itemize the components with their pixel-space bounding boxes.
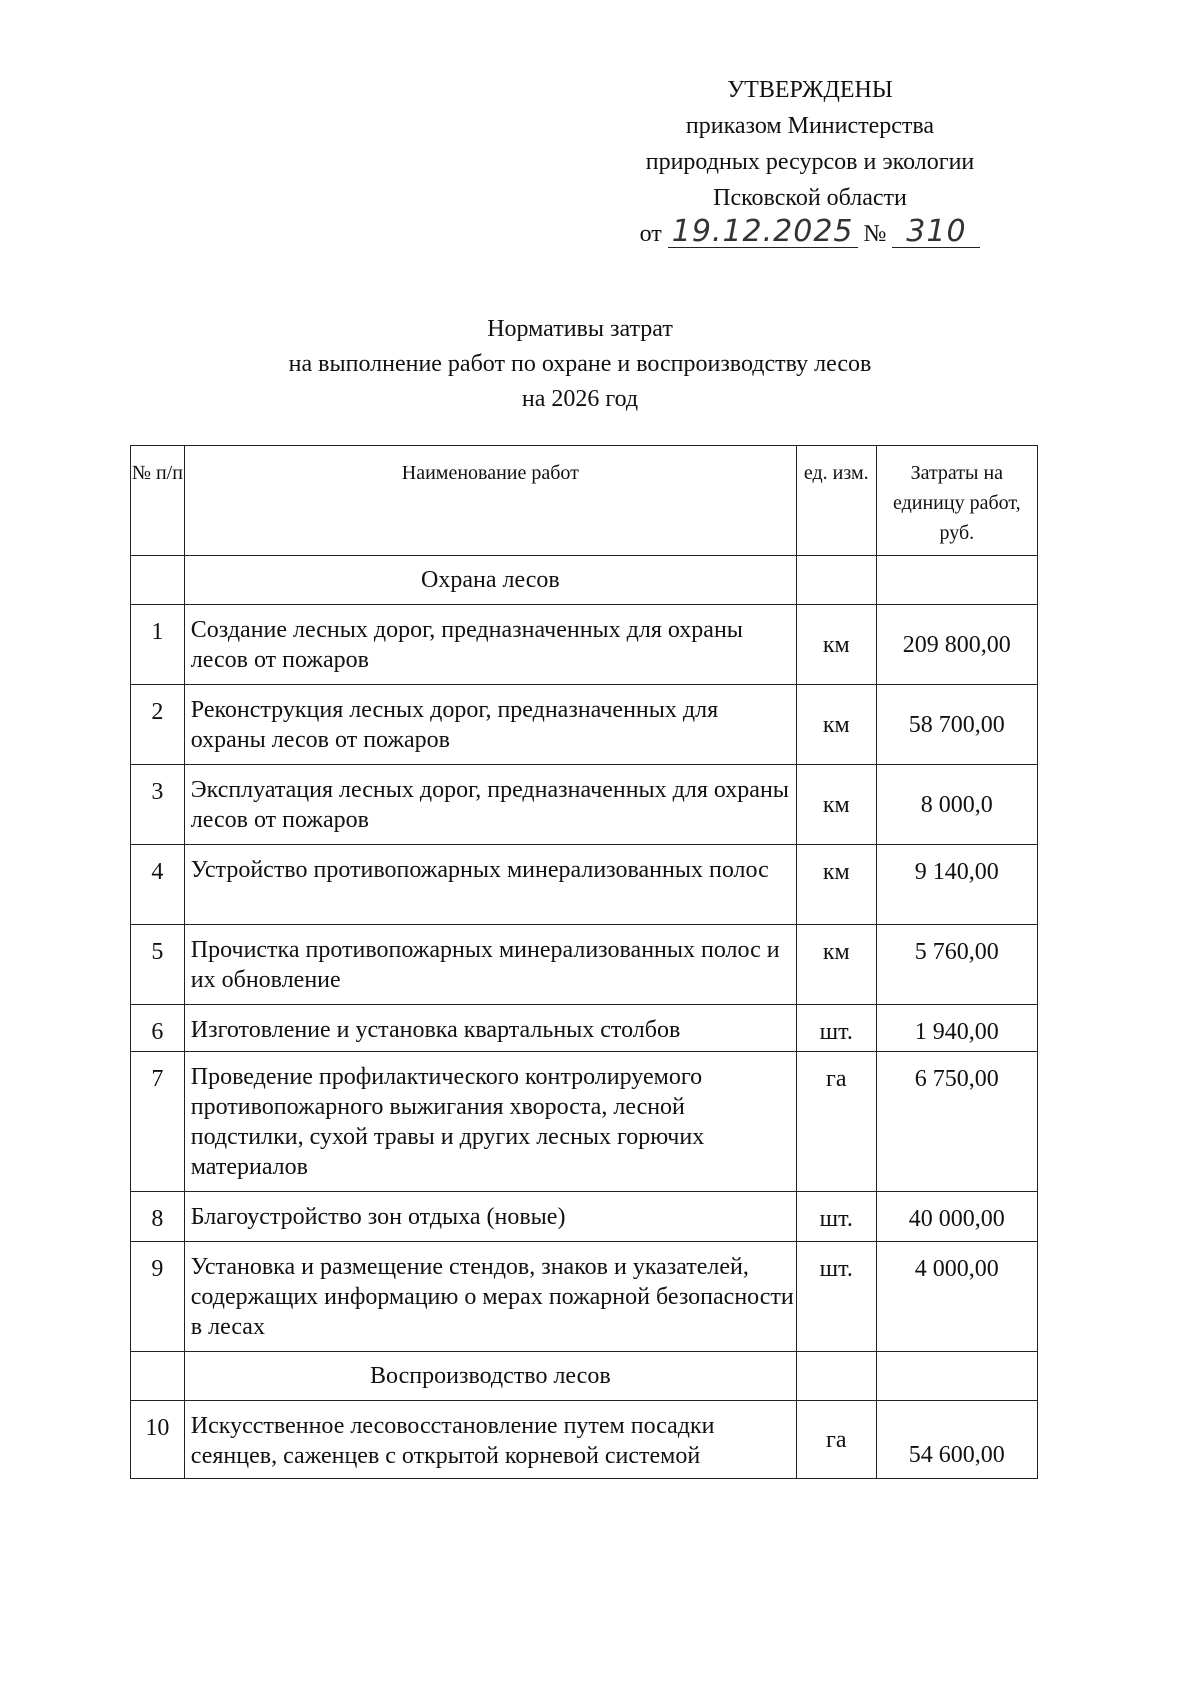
number-sign: № — [863, 221, 887, 247]
row-unit: га — [796, 1401, 876, 1479]
row-name: Изготовление и установка квартальных столбов — [184, 1005, 796, 1052]
row-cost: 8 000,0 — [876, 765, 1037, 845]
row-cost: 58 700,00 — [876, 685, 1037, 765]
table-row — [131, 925, 1038, 1005]
row-number: 6 — [131, 1005, 185, 1052]
row-unit: км — [796, 685, 876, 765]
row-name: Искусственное лесовосстановление путем посадки сеянцев, саженцев с открытой корневой системой — [184, 1401, 796, 1479]
row-number: 10 — [131, 1401, 185, 1479]
table-row — [131, 685, 1038, 765]
table-header-row — [131, 446, 1038, 556]
header-unit: ед. изм. — [796, 446, 876, 556]
approval-line: приказом Министерства — [685, 113, 935, 139]
row-unit: шт. — [796, 1192, 876, 1242]
row-name: Установка и размещение стендов, знаков и указателей, содержащих информацию о мерах пожарной безопасности в лесах — [184, 1242, 796, 1352]
approval-line: Псковской области — [713, 185, 907, 211]
section-title: Охрана лесов — [184, 556, 796, 605]
row-name: Создание лесных дорог, предназначенных для охраны лесов от пожаров — [184, 605, 796, 685]
row-unit: км — [796, 605, 876, 685]
row-cost: 40 000,00 — [876, 1192, 1037, 1242]
row-number: 1 — [131, 605, 185, 685]
header-cost: Затраты на единицу работ, руб. — [876, 446, 1037, 556]
row-name: Реконструкция лесных дорог, предназначенных для охраны лесов от пожаров — [184, 685, 796, 765]
row-name: Устройство противопожарных минерализованных полос — [184, 845, 796, 925]
row-number: 7 — [131, 1052, 185, 1192]
row-unit: шт. — [796, 1242, 876, 1352]
table-row — [131, 1192, 1038, 1242]
section-row — [131, 556, 1038, 605]
row-number: 3 — [131, 765, 185, 845]
row-name: Прочистка противопожарных минерализованных полос и их обновление — [184, 925, 796, 1005]
table-row — [131, 1242, 1038, 1352]
table-row — [131, 1401, 1038, 1479]
table-row — [131, 1052, 1038, 1192]
approval-line: природных ресурсов и экологии — [645, 149, 975, 175]
row-name: Благоустройство зон отдыха (новые) — [184, 1192, 796, 1242]
date-prefix: от — [639, 221, 662, 247]
row-unit: га — [796, 1052, 876, 1192]
cost-norms-table — [130, 445, 1038, 1479]
row-name: Эксплуатация лесных дорог, предназначенных для охраны лесов от пожаров — [184, 765, 796, 845]
row-number: 9 — [131, 1242, 185, 1352]
row-number: 5 — [131, 925, 185, 1005]
approval-date-line — [600, 216, 1020, 252]
section-title: Воспроизводство лесов — [184, 1352, 796, 1401]
row-cost: 54 600,00 — [876, 1401, 1037, 1479]
approval-heading: УТВЕРЖДЕНЫ — [727, 77, 893, 103]
title-line: на 2026 год — [521, 386, 639, 412]
row-cost: 4 000,00 — [876, 1242, 1037, 1352]
title-line: Нормативы затрат — [487, 316, 673, 342]
document-title — [180, 312, 980, 417]
row-unit: км — [796, 765, 876, 845]
handwritten-date: 19.12.2025 — [668, 217, 858, 248]
row-cost: 5 760,00 — [876, 925, 1037, 1005]
row-number: 2 — [131, 685, 185, 765]
approval-block — [600, 72, 1020, 252]
handwritten-number: 310 — [892, 217, 980, 248]
row-cost: 1 940,00 — [876, 1005, 1037, 1052]
section-row — [131, 1352, 1038, 1401]
row-number: 8 — [131, 1192, 185, 1242]
table-row — [131, 1005, 1038, 1052]
row-name: Проведение профилактического контролируемого противопожарного выжигания хвороста, лесной подстилки, сухой травы и других лесных горючих материалов — [184, 1052, 796, 1192]
row-unit: шт. — [796, 1005, 876, 1052]
row-cost: 6 750,00 — [876, 1052, 1037, 1192]
row-number: 4 — [131, 845, 185, 925]
row-cost: 209 800,00 — [876, 605, 1037, 685]
table-row — [131, 845, 1038, 925]
header-num: № п/п — [131, 446, 185, 556]
header-name: Наименование работ — [184, 446, 796, 556]
row-unit: км — [796, 925, 876, 1005]
title-line: на выполнение работ по охране и воспроизводству лесов — [288, 351, 872, 377]
table-row — [131, 765, 1038, 845]
row-cost: 9 140,00 — [876, 845, 1037, 925]
table-row — [131, 605, 1038, 685]
row-unit: км — [796, 845, 876, 925]
